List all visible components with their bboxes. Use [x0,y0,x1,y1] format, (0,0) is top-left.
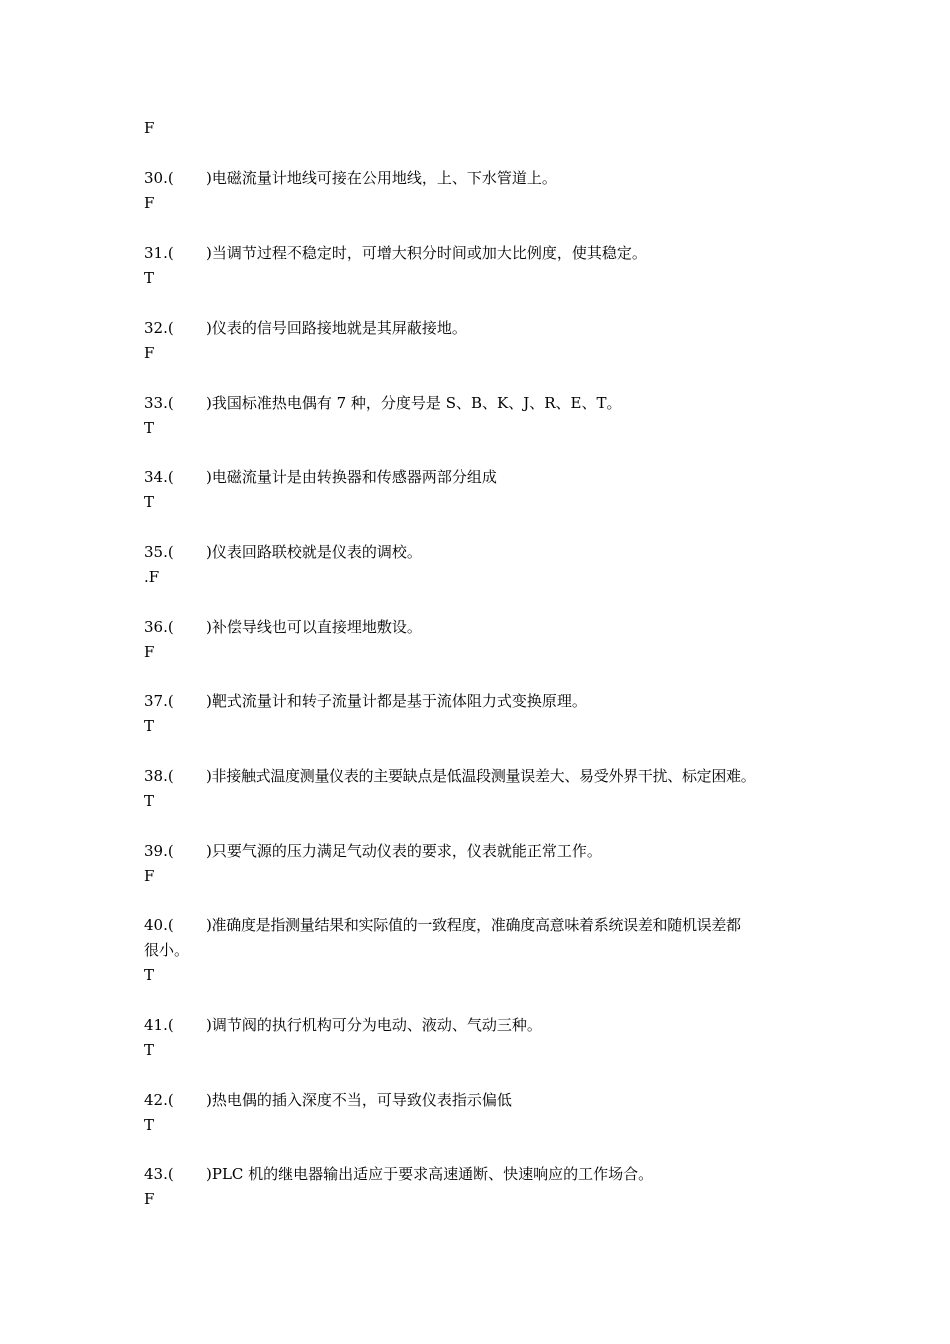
answer-37: T [144,717,155,735]
question-text: )当调节过程不稳定时，可增大积分时间或加大比例度，使其稳定。 [206,244,647,262]
question-number: 34.( [144,468,174,486]
answer-36: F [144,643,155,661]
question-40 [144,914,741,936]
answer-30: F [144,194,155,212]
answer-31: T [144,269,155,287]
question-text: )仪表的信号回路接地就是其屏蔽接地。 [206,319,467,337]
answer-35: .F [144,568,160,586]
question-number: 41.( [144,1016,174,1034]
answer-38: T [144,792,155,810]
question-text: )PLC 机的继电器输出适应于要求高速通断、快速响应的工作场合。 [206,1165,654,1183]
question-text: )非接触式温度测量仪表的主要缺点是低温段测量误差大、易受外界干扰、标定困难。 [206,767,756,785]
question-36 [144,616,422,638]
question-32 [144,317,467,339]
question-text: )补偿导线也可以直接埋地敷设。 [206,618,422,636]
question-35 [144,541,422,563]
question-text: )电磁流量计是由转换器和传感器两部分组成 [206,468,497,486]
question-34 [144,466,497,488]
answer-34: T [144,493,155,511]
question-41 [144,1014,542,1036]
question-number: 38.( [144,767,174,785]
question-number: 40.( [144,916,174,934]
question-text: )电磁流量计地线可接在公用地线，上、下水管道上。 [206,169,557,187]
question-number: 35.( [144,543,174,561]
question-31 [144,242,647,264]
question-text: )仪表回路联校就是仪表的调校。 [206,543,422,561]
answer-32: F [144,344,155,362]
question-number: 42.( [144,1091,174,1109]
question-43 [144,1163,653,1185]
question-number: 33.( [144,394,174,412]
question-number: 32.( [144,319,174,337]
answer-39: F [144,867,155,885]
answer-33: T [144,419,155,437]
answer-43: F [144,1190,155,1208]
question-text: )调节阀的执行机构可分为电动、液动、气动三种。 [206,1016,542,1034]
question-42 [144,1089,512,1111]
question-number: 31.( [144,244,174,262]
question-33 [144,392,621,414]
question-text-continued: 很小。 [144,941,190,959]
question-text: )靶式流量计和转子流量计都是基于流体阻力式变换原理。 [206,692,587,710]
question-text: )热电偶的插入深度不当，可导致仪表指示偏低 [206,1091,512,1109]
question-number: 37.( [144,692,174,710]
question-37 [144,690,587,712]
question-number: 30.( [144,169,174,187]
answer-42: T [144,1116,155,1134]
question-text: )准确度是指测量结果和实际值的一致程度，准确度高意味着系统误差和随机误差都 [206,916,741,934]
question-39 [144,840,602,862]
question-text: )只要气源的压力满足气动仪表的要求，仪表就能正常工作。 [206,842,602,860]
answer-29: F [144,119,155,137]
question-text: )我国标准热电偶有 7 种，分度号是 S、B、K、J、R、E、T。 [206,394,622,412]
question-30 [144,167,557,189]
question-number: 43.( [144,1165,174,1183]
question-38 [144,765,755,787]
question-number: 39.( [144,842,174,860]
question-number: 36.( [144,618,174,636]
answer-40: T [144,966,155,984]
answer-41: T [144,1041,155,1059]
